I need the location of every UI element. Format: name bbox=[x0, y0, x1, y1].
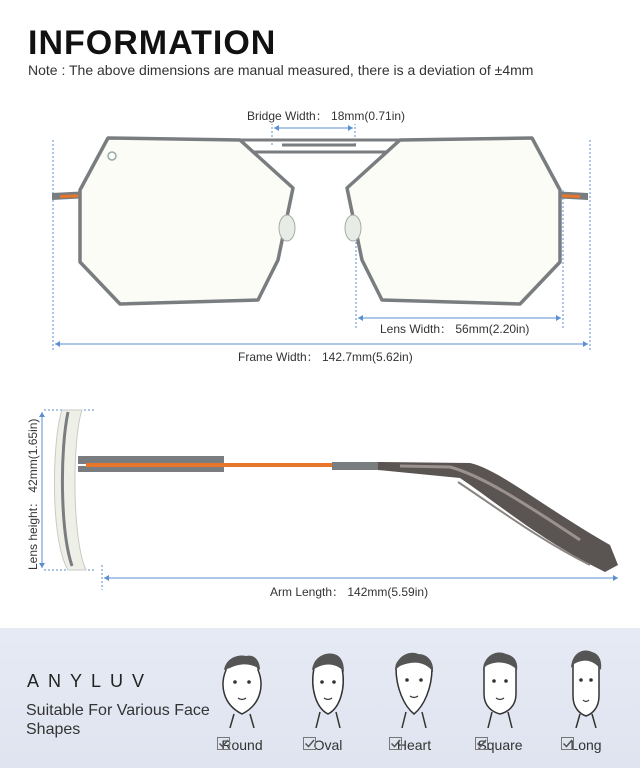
face-shape-tagline: Suitable For Various Face Shapes bbox=[26, 702, 210, 738]
round-face-icon bbox=[212, 648, 272, 728]
face-label-round: Round bbox=[221, 737, 263, 753]
face-label-long: Long bbox=[570, 737, 602, 753]
page-title: INFORMATION bbox=[28, 24, 277, 62]
brand-logo: ANYLUV bbox=[27, 671, 154, 691]
face-heart bbox=[378, 648, 450, 762]
lens-width-label: Lens Width： 56mm(2.20in) bbox=[380, 322, 530, 336]
checkbox-icon bbox=[217, 737, 230, 750]
long-face-icon bbox=[556, 648, 616, 728]
measurement-note: Note : The above dimensions are manual measured, there is a deviation of ±4mm bbox=[28, 62, 534, 78]
checkbox-icon bbox=[561, 737, 574, 750]
face-square bbox=[464, 648, 536, 762]
frame-width-label: Frame Width： 142.7mm(5.62in) bbox=[238, 350, 413, 364]
lens-height-label: Lens height： 42mm(1.65in) bbox=[26, 418, 40, 570]
oval-face-icon bbox=[298, 648, 358, 728]
square-face-icon bbox=[470, 648, 530, 728]
arm-length-label: Arm Length： 142mm(5.59in) bbox=[270, 585, 429, 599]
face-oval bbox=[292, 648, 364, 762]
face-round bbox=[206, 648, 278, 762]
face-label-heart: Heart bbox=[396, 737, 432, 753]
face-label-square: Square bbox=[477, 737, 523, 753]
heart-face-icon bbox=[384, 648, 444, 728]
face-shape-footer bbox=[0, 628, 640, 768]
face-long bbox=[550, 648, 622, 762]
checkbox-icon bbox=[389, 737, 402, 750]
face-label-oval: Oval bbox=[313, 737, 343, 753]
bridge-width-label: Bridge Width： 18mm(0.71in) bbox=[247, 109, 406, 123]
checkbox-icon bbox=[475, 737, 488, 750]
checkbox-icon bbox=[303, 737, 316, 750]
